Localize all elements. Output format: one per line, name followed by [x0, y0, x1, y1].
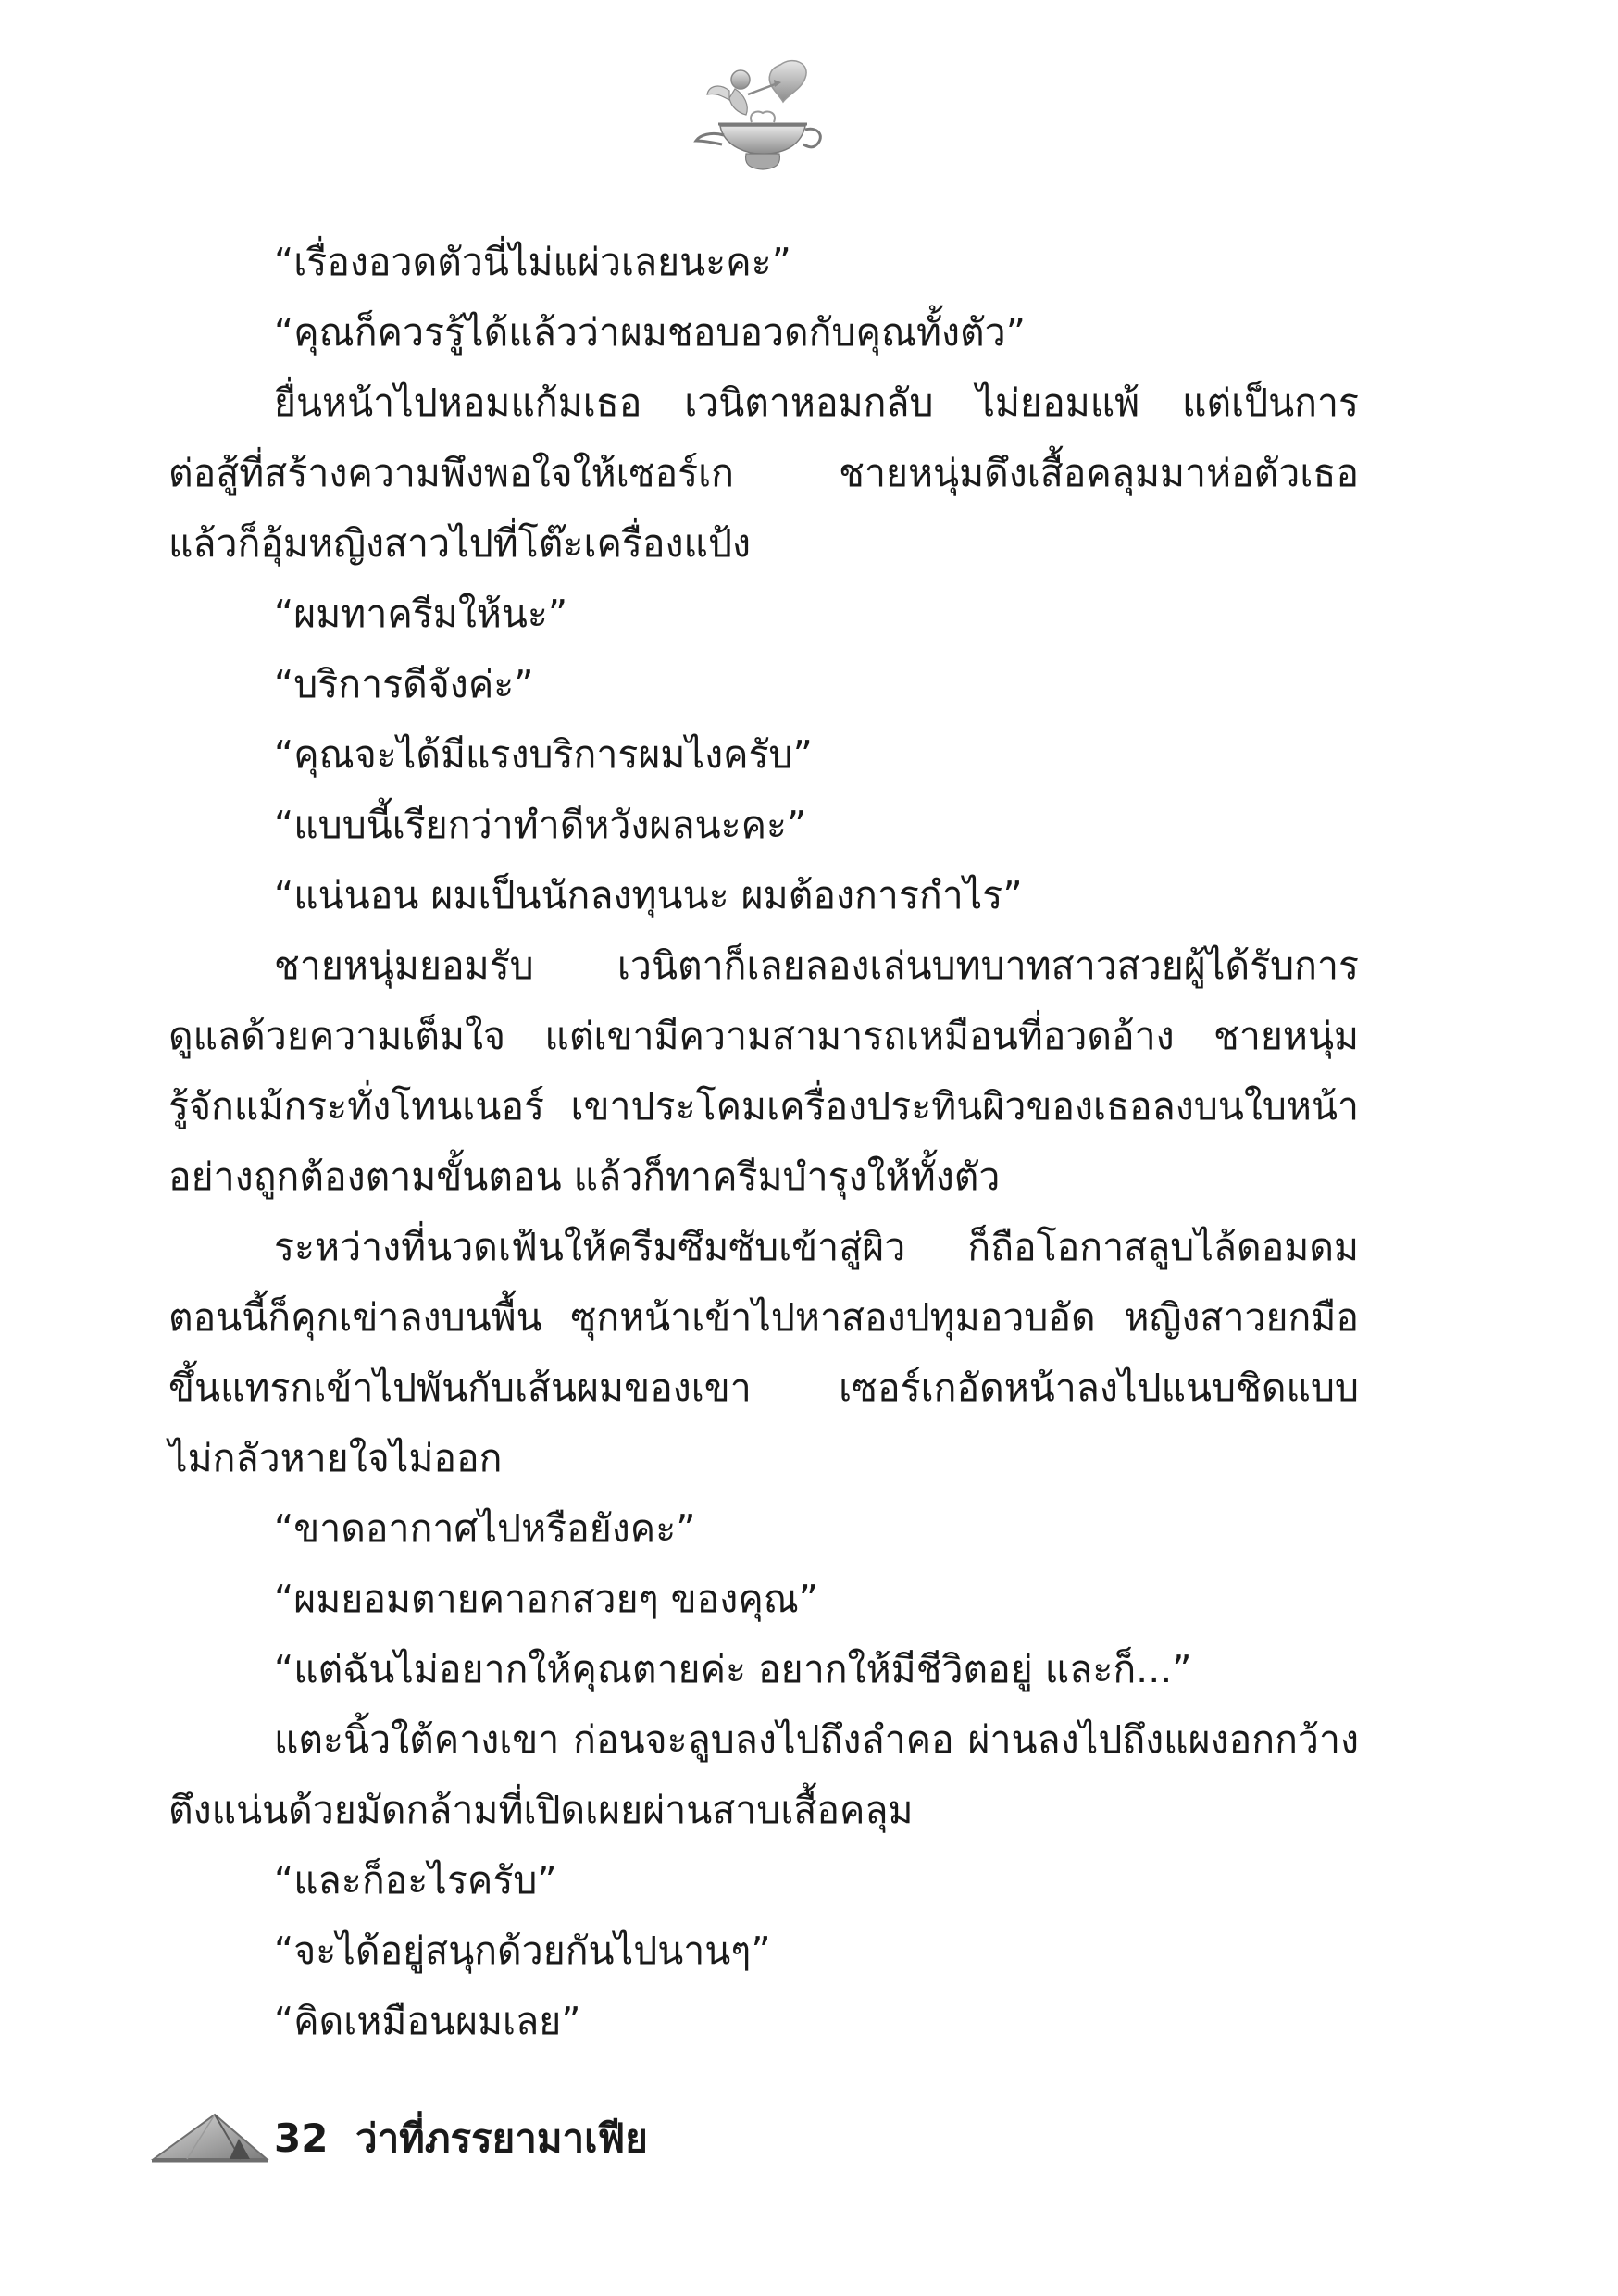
page-footer: [150, 2103, 798, 2177]
page-number: 32: [274, 2115, 329, 2161]
text-line: “คุณก็ควรรู้ได้แล้วว่าผมชอบอวดกับคุณทั้งตัว”: [274, 310, 1026, 355]
text-line: ขึ้นแทรกเข้าไปพันกับเส้นผมของเขา เซอร์เกอัดหน้าลงไปแนบชิดแบบ: [168, 1366, 1359, 1410]
book-title: ว่าที่ภรรยามาเฟีย: [355, 2115, 648, 2161]
text-line: รู้จักแม้กระทั่งโทนเนอร์ เขาประโคมเครื่องประทินผิวของเธอลงบนใบหน้า: [168, 1084, 1359, 1129]
text-line: ตึงแน่นด้วยมัดกล้ามที่เปิดเผยผ่านสาบเสื้อคลุม: [168, 1788, 914, 1832]
tent-icon: [150, 2111, 270, 2165]
cupid-teapot-ornament-icon: [692, 57, 831, 178]
text-line: ไม่กลัวหายใจไม่ออก: [168, 1436, 503, 1480]
text-line: “คุณจะได้มีแรงบริการผมไงครับ”: [274, 732, 813, 777]
body-text: [168, 227, 1359, 2056]
text-line: “จะได้อยู่สนุกด้วยกันไปนานๆ”: [274, 1928, 771, 1973]
text-line: “แน่นอน ผมเป็นนักลงทุนนะ ผมต้องการกำไร”: [274, 873, 1023, 917]
text-line: แล้วก็อุ้มหญิงสาวไปที่โต๊ะเครื่องแป้ง: [168, 521, 752, 566]
text-line: ต่อสู้ที่สร้างความพึงพอใจให้เซอร์เก ชายหนุ่มดึงเสื้อคลุมมาห่อตัวเธอ: [168, 451, 1359, 495]
text-line: “ขาดอากาศไปหรือยังคะ”: [274, 1506, 696, 1551]
text-line: “แต่ฉันไม่อยากให้คุณตายค่ะ อยากให้มีชีวิตอยู่ และก็...”: [274, 1647, 1192, 1691]
text-line: ดูแลด้วยความเต็มใจ แต่เขามีความสามารถเหมือนที่อวดอ้าง ชายหนุ่ม: [168, 1014, 1359, 1058]
text-line: ยื่นหน้าไปหอมแก้มเธอ เวนิตาหอมกลับ ไม่ยอมแพ้ แต่เป็นการ: [274, 381, 1359, 425]
text-line: “ผมยอมตายคาอกสวยๆ ของคุณ”: [274, 1577, 819, 1621]
text-line: “เรื่องอวดตัวนี่ไม่แผ่วเลยนะคะ”: [274, 240, 791, 284]
text-line: ตอนนี้ก็คุกเข่าลงบนพื้น ซุกหน้าเข้าไปหาสองปทุมอวบอัด หญิงสาวยกมือ: [168, 1295, 1359, 1340]
text-line: “และก็อะไรครับ”: [274, 1858, 557, 1903]
text-line: ชายหนุ่มยอมรับ เวนิตาก็เลยลองเล่นบทบาทสาวสวยผู้ได้รับการ: [274, 943, 1359, 988]
text-line: ระหว่างที่นวดเฟ้นให้ครีมซึมซับเข้าสู่ผิว ก็ถือโอกาสลูบไล้ดอมดม: [274, 1225, 1359, 1269]
text-line: แตะนิ้วใต้คางเขา ก่อนจะลูบลงไปถึงลำคอ ผ่านลงไปถึงแผงอกกว้าง: [274, 1717, 1359, 1762]
text-line: “บริการดีจังค่ะ”: [274, 662, 534, 706]
text-line: “ผมทาครีมให้นะ”: [274, 592, 568, 636]
text-line: “แบบนี้เรียกว่าทำดีหวังผลนะคะ”: [274, 803, 807, 847]
text-line: “คิดเหมือนผมเลย”: [274, 1999, 581, 2043]
text-line: อย่างถูกต้องตามขั้นตอน แล้วก็ทาครีมบำรุงให้ทั้งตัว: [168, 1154, 1001, 1199]
